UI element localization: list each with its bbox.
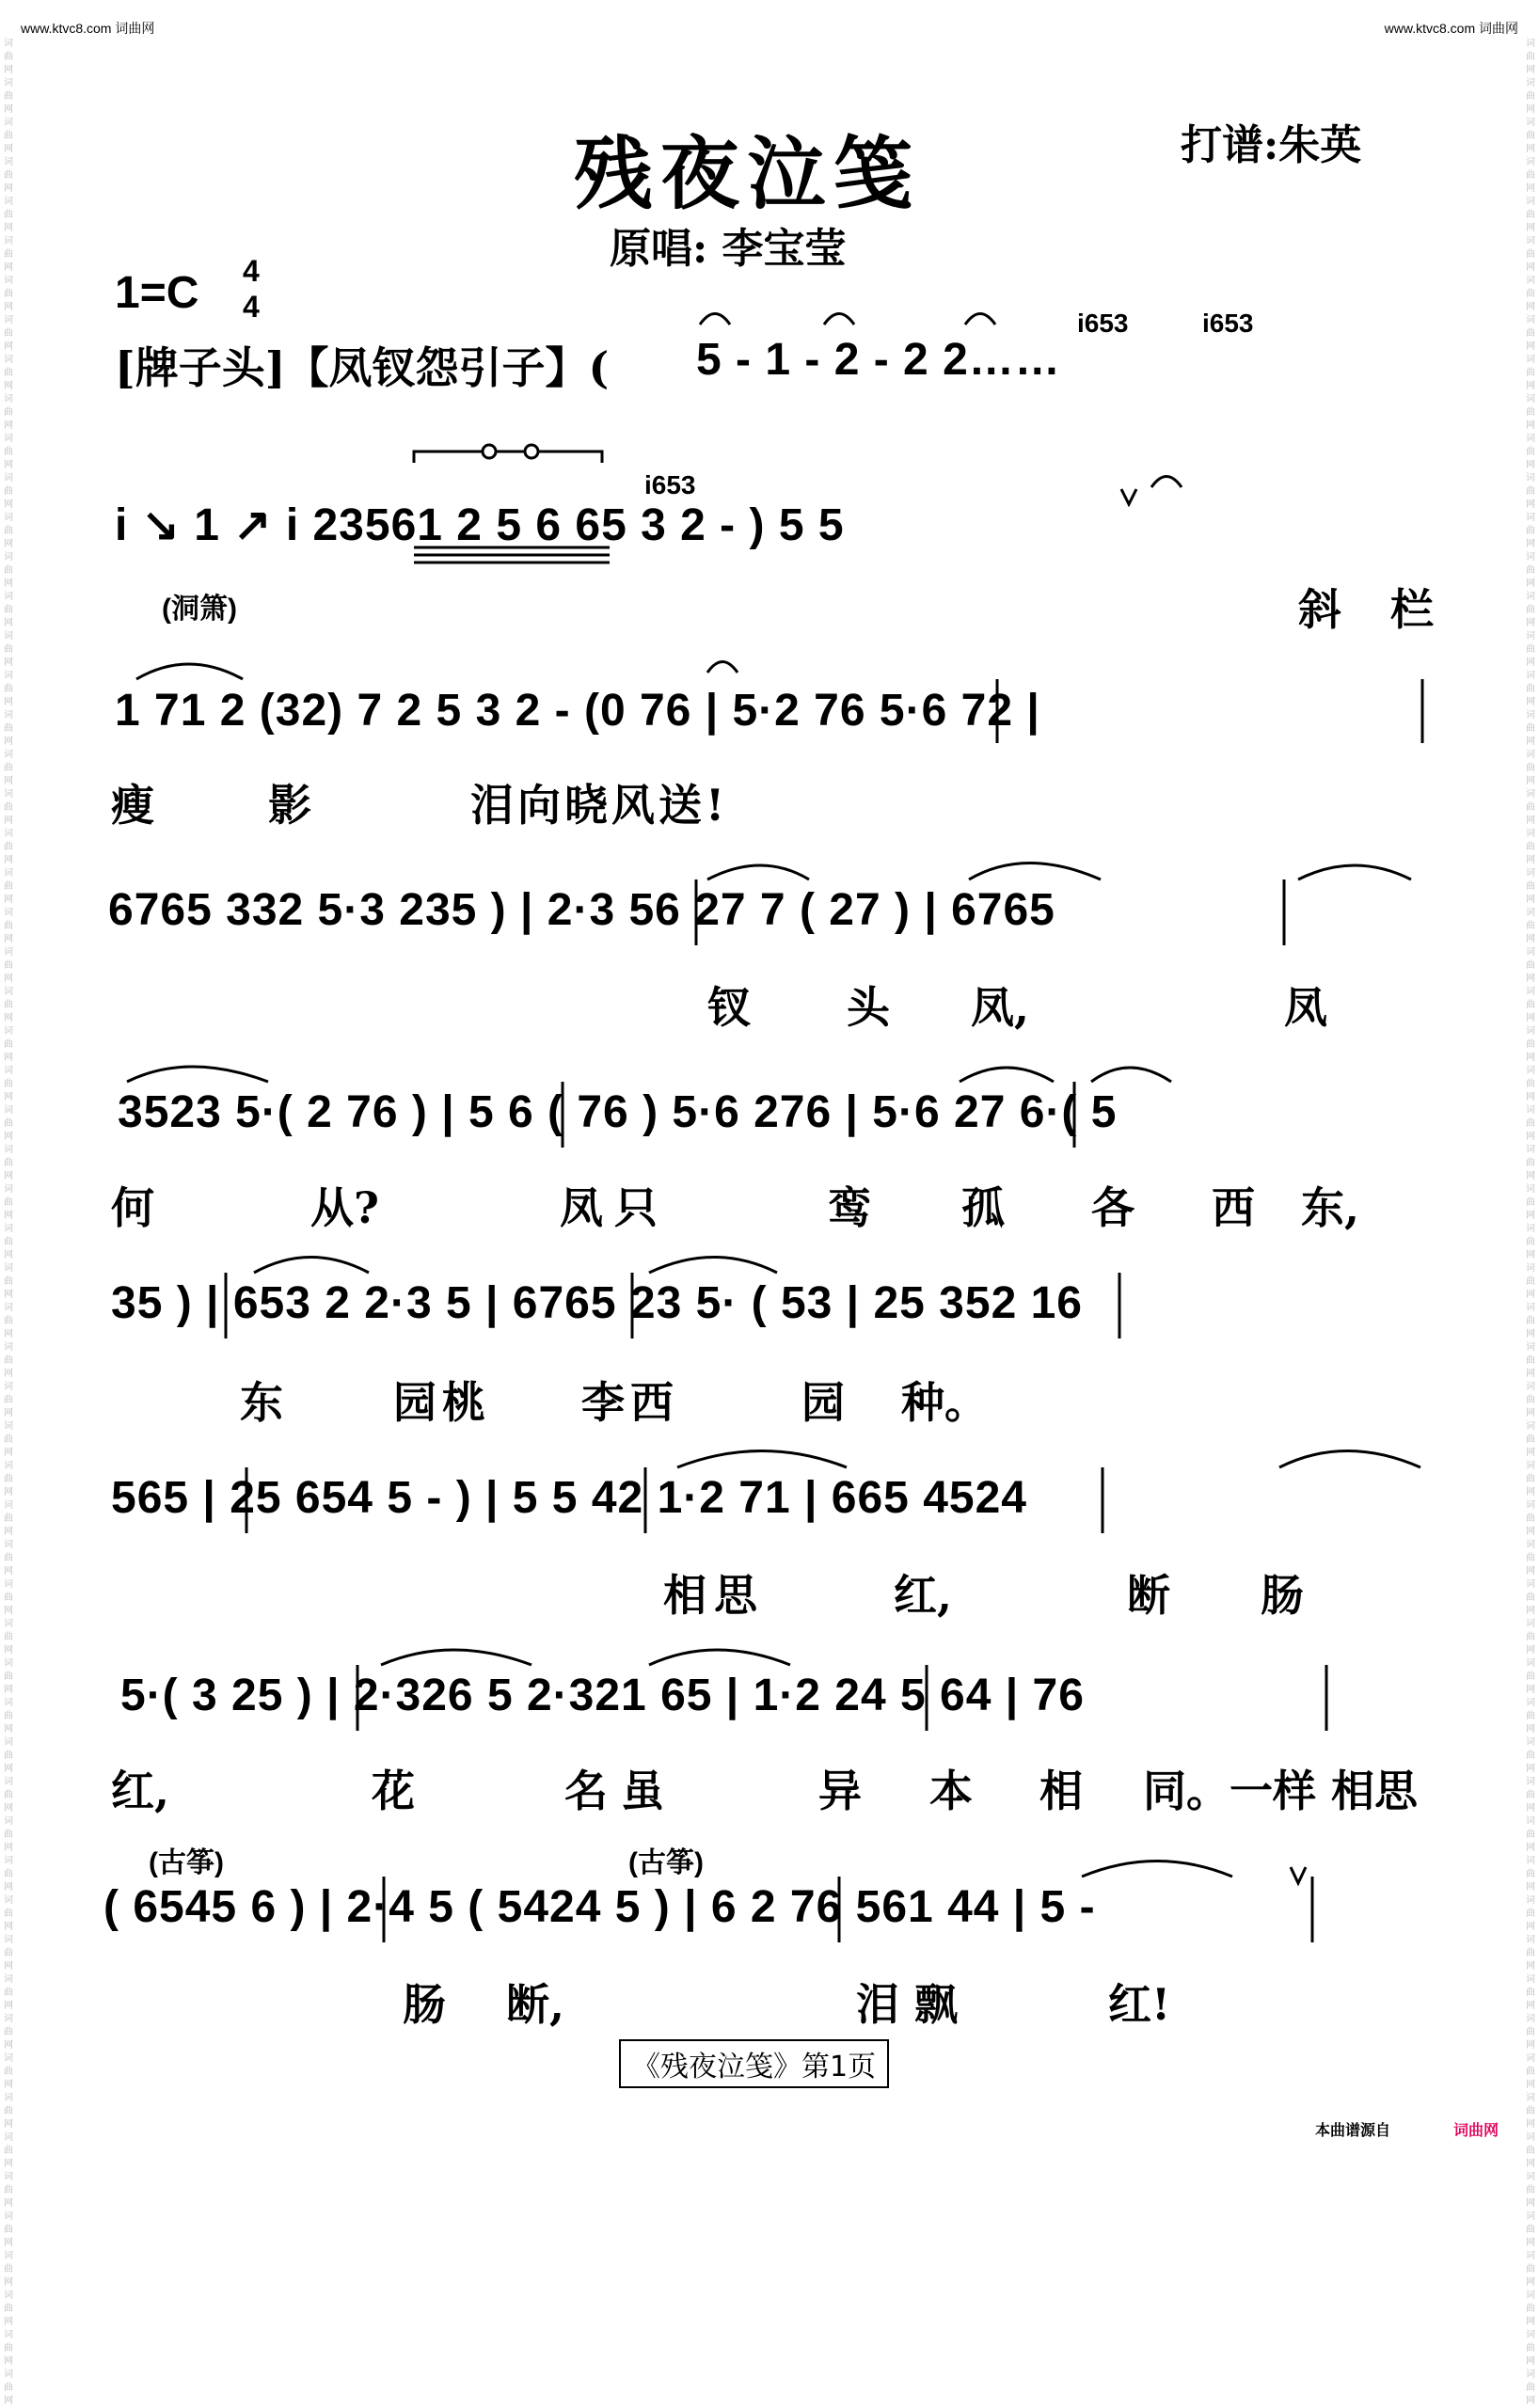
- transcriber: 打谱:朱英: [1181, 121, 1362, 169]
- side-watermark-left: 词曲网词曲网词曲网词曲网词曲网词曲网词曲网词曲网词曲网词曲网词曲网词曲网词曲网词曲网词曲网词曲网词曲网词曲网词曲网词曲网词曲网词曲网词曲网词曲网词曲网词曲网词曲网词曲网词曲网词曲网词曲网词曲网词曲网词曲网词曲网词曲网词曲网词曲网词曲网词曲网词曲网词曲网词曲网词曲网词曲网词曲网词曲网词曲网词曲网词曲网词曲网词曲网词曲网词曲网词曲网词曲网词曲网词曲网词曲网词曲网: [4, 39, 13, 2406]
- row8-lyric-5: 本: [929, 1766, 973, 1816]
- fermata-mark: [824, 314, 854, 325]
- row3-lyric-1: 瘦: [111, 780, 154, 831]
- row3-notes: 1 71 2 (32) 7 2 5 3 2 - (0 76 | 5·2 76 5·6 72 |: [115, 686, 1040, 736]
- row9-lyric-4: 红!: [1108, 1979, 1171, 2030]
- row5-lyric-4: 鸾: [828, 1182, 871, 1233]
- row9-notes: ( 6545 6 ) | 2·4 5 ( 5424 5 ) | 6 2 76 561 44 | 5 -: [103, 1882, 1096, 1932]
- slur-mark: [1091, 1068, 1171, 1082]
- key-signature: 1=C: [115, 268, 199, 318]
- time-sig-bottom: 4: [243, 290, 260, 324]
- fermata-mark: [700, 314, 730, 325]
- row4-lyric-2: 头: [847, 982, 890, 1033]
- header-site-right: www.ktvc8.com 词曲网: [1384, 21, 1518, 36]
- row8-lyric-3: 名虽: [564, 1766, 677, 1816]
- time-sig-top: 4: [243, 254, 260, 288]
- row7-lyric-1: 相思: [663, 1570, 765, 1621]
- slur-mark: [649, 1258, 777, 1274]
- row4-lyric-3: 凤,: [971, 982, 1030, 1033]
- slur-mark: [127, 1067, 268, 1082]
- row1-grace-2: i653: [1202, 309, 1254, 338]
- row8-lyric-6: 相: [1039, 1766, 1083, 1816]
- slur-mark: [960, 1068, 1054, 1082]
- row6-lyric-2: 园桃: [393, 1377, 491, 1428]
- row6-lyric-5: 种。: [901, 1377, 988, 1428]
- page-title: 残夜泣笺: [574, 127, 921, 220]
- row8-lyric-2: 花: [372, 1766, 415, 1816]
- harmonic-circle-mark: [525, 445, 538, 458]
- slur-mark: [1298, 865, 1411, 879]
- row5-lyric-7: 西: [1212, 1182, 1255, 1233]
- row8-notes: 5·( 3 25 ) | 2·326 5 2·321 65 | 1·2 24 5 64 | 76: [120, 1671, 1085, 1720]
- fermata-mark: [965, 314, 995, 325]
- row5-notes: 3523 5·( 2 76 ) | 5 6 ( 76 ) 5·6 276 | 5·6 27 6·( 5: [118, 1087, 1118, 1137]
- slur-mark: [381, 1650, 532, 1665]
- row7-lyric-3: 断: [1127, 1570, 1170, 1621]
- slur-mark: [969, 863, 1101, 880]
- slur-mark: [1082, 1861, 1232, 1877]
- row9-annotation-2: (古筝): [628, 1847, 704, 1878]
- row3-lyric-2: 影: [268, 780, 311, 831]
- row5-lyric-1: 何: [111, 1182, 154, 1233]
- source-brand: 词曲网: [1453, 2121, 1499, 2139]
- row8-lyric-4: 异: [818, 1766, 862, 1816]
- slur-mark: [254, 1258, 369, 1274]
- row9-lyric-2: 断,: [506, 1979, 565, 2030]
- row1-notes: 5 - 1 - 2 - 2 2……: [696, 335, 1061, 385]
- row6-lyric-4: 园: [801, 1377, 845, 1428]
- slur-mark: [649, 1650, 790, 1665]
- row2-lyrics: 斜 栏: [1298, 584, 1452, 635]
- row1-label: [牌子头]【凤钗怨引子】(: [115, 342, 610, 393]
- slur-mark: [677, 1451, 847, 1468]
- row8-lyric-8: 相思: [1331, 1766, 1418, 1816]
- row5-lyric-2: 从?: [310, 1182, 379, 1233]
- row6-lyric-3: 李西: [581, 1377, 679, 1428]
- page-label: 《残夜泣笺》第1页: [619, 2039, 889, 2088]
- breath-mark: [1291, 1867, 1306, 1883]
- slur-mark: [136, 664, 243, 679]
- row2-annotation: (洞箫): [162, 594, 237, 625]
- row5-lyric-5: 孤: [961, 1182, 1005, 1233]
- row2-notes: i ↘ 1 ↗ i 23561 2 5 6 65 3 2 - ) 5 5: [115, 500, 845, 550]
- breath-mark: [1121, 489, 1136, 504]
- fermata-mark: [707, 662, 738, 673]
- slur-mark: [1279, 1451, 1420, 1468]
- row3-lyric-3: 泪向晓风送!: [470, 780, 729, 831]
- harmonic-circle-mark: [483, 445, 496, 458]
- slur-mark: [707, 865, 809, 879]
- fermata-mark: [1151, 477, 1182, 488]
- row6-lyric-1: 东: [240, 1377, 283, 1428]
- row7-lyric-4: 肠: [1261, 1570, 1304, 1621]
- original-singer: 原唱: 李宝莹: [610, 225, 847, 273]
- row9-annotation-1: (古筝): [149, 1847, 224, 1878]
- row6-notes: 35 ) | 653 2 2·3 5 | 6765 23 5· ( 53 | 25 352 16: [111, 1278, 1083, 1328]
- row5-lyric-6: 各: [1091, 1182, 1134, 1233]
- row1-grace-1: i653: [1077, 309, 1129, 338]
- row5-lyric-3: 凤只: [560, 1182, 669, 1233]
- row2-grace: i653: [644, 470, 696, 499]
- octave-bracket-mark: [414, 452, 602, 463]
- row8-lyric-7: 同。一样: [1143, 1766, 1316, 1816]
- row4-lyric-4: 凤: [1284, 982, 1327, 1033]
- row7-lyric-2: 红,: [894, 1570, 953, 1621]
- row8-lyric-1: 红,: [111, 1766, 170, 1816]
- source-label: 本曲谱源自: [1315, 2121, 1391, 2139]
- side-watermark-right: 词曲网词曲网词曲网词曲网词曲网词曲网词曲网词曲网词曲网词曲网词曲网词曲网词曲网词曲网词曲网词曲网词曲网词曲网词曲网词曲网词曲网词曲网词曲网词曲网词曲网词曲网词曲网词曲网词曲网词曲网词曲网词曲网词曲网词曲网词曲网词曲网词曲网词曲网词曲网词曲网词曲网词曲网词曲网词曲网词曲网词曲网词曲网词曲网词曲网词曲网词曲网词曲网词曲网词曲网词曲网词曲网词曲网词曲网词曲网词曲网: [1526, 39, 1535, 2406]
- header-site-left: www.ktvc8.com 词曲网: [21, 21, 155, 36]
- row5-lyric-8: 东,: [1301, 1182, 1360, 1233]
- row9-lyric-3: 泪飘: [856, 1979, 973, 2030]
- row4-lyric-1: 钗: [707, 982, 751, 1033]
- row9-lyric-1: 肠: [403, 1979, 446, 2030]
- row4-notes: 6765 332 5·3 235 ) | 2·3 56 27 7 ( 27 ) | 6765: [108, 885, 1055, 935]
- row7-notes: 565 | 25 654 5 - ) | 5 5 42 1·2 71 | 665 4524: [111, 1473, 1027, 1523]
